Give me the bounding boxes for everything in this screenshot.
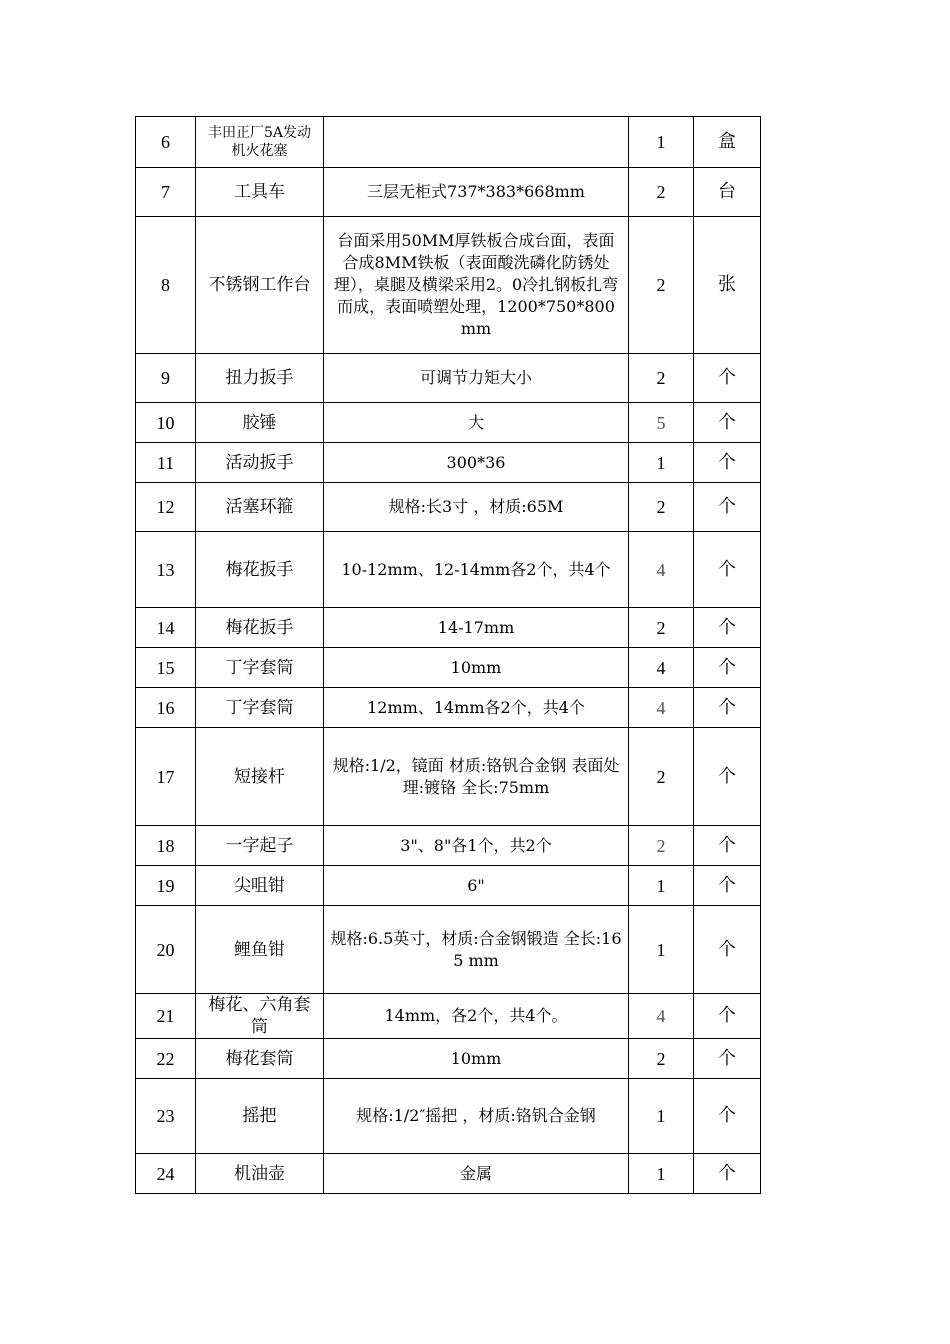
table-row [136, 168, 761, 217]
cell-name: 不锈钢工作台 [196, 217, 324, 354]
table-row [136, 728, 761, 826]
cell-name: 梅花扳手 [196, 608, 324, 648]
equipment-table [135, 116, 761, 1194]
cell-name: 摇把 [196, 1079, 324, 1154]
cell-no: 7 [136, 168, 196, 217]
table-row [136, 1039, 761, 1079]
cell-unit: 个 [694, 608, 761, 648]
table-row [136, 117, 761, 168]
cell-unit: 个 [694, 1039, 761, 1079]
cell-name: 扭力扳手 [196, 354, 324, 403]
cell-unit: 个 [694, 354, 761, 403]
cell-qty: 2 [629, 483, 694, 532]
cell-name: 鲤鱼钳 [196, 906, 324, 994]
cell-unit: 个 [694, 994, 761, 1039]
cell-name: 活塞环箍 [196, 483, 324, 532]
cell-name: 一字起子 [196, 826, 324, 866]
cell-no: 24 [136, 1154, 196, 1194]
cell-unit: 个 [694, 728, 761, 826]
cell-qty: 2 [629, 1039, 694, 1079]
table-row [136, 1154, 761, 1194]
table-row [136, 826, 761, 866]
cell-qty: 5 [629, 403, 694, 443]
cell-name: 工具车 [196, 168, 324, 217]
cell-unit: 个 [694, 1154, 761, 1194]
cell-spec: 300*36 [324, 443, 629, 483]
cell-spec: 10-12mm、12-14mm各2个，共4个 [324, 532, 629, 608]
cell-unit: 台 [694, 168, 761, 217]
table-row [136, 354, 761, 403]
cell-qty: 4 [629, 994, 694, 1039]
cell-name: 丁字套筒 [196, 648, 324, 688]
cell-spec: 台面采用50MM厚铁板合成台面，表面合成8MM铁板（表面酸洗磷化防锈处理），桌腿及横梁采用2。0冷扎钢板扎弯而成，表面喷塑处理，1200*750*800mm [324, 217, 629, 354]
cell-qty: 4 [629, 648, 694, 688]
cell-qty: 2 [629, 168, 694, 217]
cell-no: 10 [136, 403, 196, 443]
cell-no: 9 [136, 354, 196, 403]
cell-unit: 个 [694, 532, 761, 608]
cell-qty: 4 [629, 688, 694, 728]
cell-spec: 三层无柜式737*383*668mm [324, 168, 629, 217]
cell-name: 梅花、六角套筒 [196, 994, 324, 1039]
cell-unit: 个 [694, 403, 761, 443]
table-row [136, 608, 761, 648]
cell-no: 19 [136, 866, 196, 906]
table-row [136, 403, 761, 443]
cell-qty: 2 [629, 826, 694, 866]
cell-qty: 1 [629, 906, 694, 994]
cell-no: 22 [136, 1039, 196, 1079]
cell-unit: 个 [694, 648, 761, 688]
cell-name: 丁字套筒 [196, 688, 324, 728]
cell-qty: 2 [629, 217, 694, 354]
cell-spec [324, 117, 629, 168]
cell-spec: 14mm，各2个，共4个。 [324, 994, 629, 1039]
cell-qty: 1 [629, 443, 694, 483]
cell-no: 6 [136, 117, 196, 168]
cell-name: 活动扳手 [196, 443, 324, 483]
cell-spec: 12mm、14mm各2个，共4个 [324, 688, 629, 728]
table-row [136, 483, 761, 532]
cell-spec: 14-17mm [324, 608, 629, 648]
cell-name: 梅花扳手 [196, 532, 324, 608]
cell-no: 14 [136, 608, 196, 648]
cell-unit: 个 [694, 826, 761, 866]
cell-unit: 个 [694, 688, 761, 728]
cell-spec: 6" [324, 866, 629, 906]
cell-unit: 个 [694, 483, 761, 532]
cell-no: 12 [136, 483, 196, 532]
table-row [136, 1079, 761, 1154]
cell-name: 梅花套筒 [196, 1039, 324, 1079]
table-row [136, 994, 761, 1039]
cell-qty: 2 [629, 608, 694, 648]
cell-spec: 大 [324, 403, 629, 443]
cell-spec: 3"、8"各1个，共2个 [324, 826, 629, 866]
cell-spec: 金属 [324, 1154, 629, 1194]
cell-qty: 1 [629, 117, 694, 168]
cell-spec: 10mm [324, 1039, 629, 1079]
cell-spec: 可调节力矩大小 [324, 354, 629, 403]
cell-spec: 规格:1/2″摇把 ，材质:铬钒合金钢 [324, 1079, 629, 1154]
cell-no: 8 [136, 217, 196, 354]
cell-qty: 4 [629, 532, 694, 608]
cell-unit: 个 [694, 906, 761, 994]
cell-spec: 规格:长3寸 ，材质:65M [324, 483, 629, 532]
table-row [136, 217, 761, 354]
cell-name: 机油壶 [196, 1154, 324, 1194]
cell-name: 丰田正厂5A发动机火花塞 [196, 117, 324, 168]
table-row [136, 906, 761, 994]
cell-name: 尖咀钳 [196, 866, 324, 906]
cell-no: 21 [136, 994, 196, 1039]
cell-no: 18 [136, 826, 196, 866]
table-row [136, 443, 761, 483]
cell-unit: 个 [694, 866, 761, 906]
table-row [136, 866, 761, 906]
cell-qty: 2 [629, 354, 694, 403]
cell-spec: 规格:1/2，镜面 材质:铬钒合金钢 表面处理:镀铬 全长:75mm [324, 728, 629, 826]
cell-unit: 个 [694, 443, 761, 483]
cell-name: 短接杆 [196, 728, 324, 826]
cell-spec: 规格:6.5英寸，材质:合金钢锻造 全长:165 mm [324, 906, 629, 994]
cell-no: 23 [136, 1079, 196, 1154]
cell-no: 13 [136, 532, 196, 608]
table-row [136, 648, 761, 688]
cell-qty: 1 [629, 866, 694, 906]
table-body [136, 117, 761, 1194]
table-row [136, 532, 761, 608]
cell-qty: 1 [629, 1079, 694, 1154]
cell-no: 16 [136, 688, 196, 728]
cell-qty: 2 [629, 728, 694, 826]
cell-unit: 盒 [694, 117, 761, 168]
table-row [136, 688, 761, 728]
cell-no: 15 [136, 648, 196, 688]
cell-no: 20 [136, 906, 196, 994]
cell-no: 17 [136, 728, 196, 826]
cell-unit: 个 [694, 1079, 761, 1154]
cell-unit: 张 [694, 217, 761, 354]
cell-qty: 1 [629, 1154, 694, 1194]
cell-name: 胶锤 [196, 403, 324, 443]
cell-spec: 10mm [324, 648, 629, 688]
cell-no: 11 [136, 443, 196, 483]
